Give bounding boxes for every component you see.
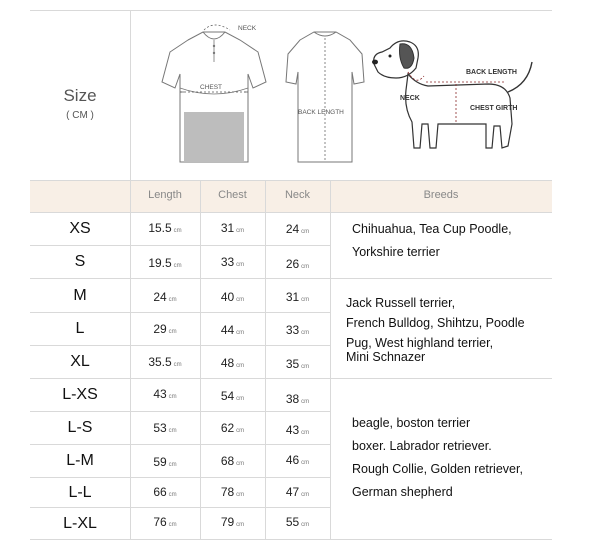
length-cell: 59 cm (153, 455, 177, 469)
chest-cell: 44 cm (220, 323, 245, 337)
chest-cell: 78 cm (220, 485, 245, 499)
grid-line (30, 507, 330, 508)
grid-line (30, 245, 330, 246)
breed-line: Jack Russell terrier, (346, 296, 456, 310)
grid-line (30, 378, 552, 379)
shirt-panel-shade (184, 112, 244, 162)
chest-cell: 40 cm (220, 290, 245, 304)
dog-eye (389, 55, 392, 58)
back-length-label: BACK LENGTH (298, 109, 344, 116)
grid-line (30, 212, 552, 213)
breed-line: Rough Collie, Golden retriever, (352, 462, 523, 476)
column-header-breeds: Breeds (423, 189, 459, 201)
breed-line: Chihuahua, Tea Cup Poodle, (352, 222, 512, 236)
shirt-front-diagram (158, 22, 270, 172)
chest-cell: 79 cm (220, 515, 245, 529)
neck-cell: 31 cm (285, 290, 310, 304)
grid-line (30, 278, 552, 279)
neck-cell: 33 cm (285, 323, 310, 337)
chest-cell: 68 cm (220, 454, 245, 468)
size-cell: L-XL (63, 515, 97, 532)
size-cell: XS (69, 220, 91, 237)
length-cell: 24 cm (153, 290, 177, 304)
neck-cell: 47 cm (285, 485, 310, 499)
shirt-back-diagram (284, 22, 366, 172)
column-header-neck: Neck (284, 189, 311, 201)
breed-line: Pug, West highland terrier, (346, 336, 494, 350)
length-cell: 43 cm (153, 387, 177, 401)
dog-chest-girth-label: CHEST GIRTH (470, 105, 518, 112)
front-chest-label: CHEST (200, 84, 223, 91)
neck-cell: 55 cm (285, 515, 310, 529)
dog-neck-label: NECK (400, 95, 420, 102)
size-cell: L-XS (62, 386, 98, 403)
size-chart (30, 10, 552, 540)
size-cell: L-S (67, 419, 93, 436)
chest-cell: 33 cm (220, 255, 245, 269)
column-header-chest: Chest (218, 189, 247, 201)
length-cell: 76 cm (153, 515, 177, 529)
size-cell: XL (70, 353, 90, 370)
grid-line (30, 180, 552, 181)
length-cell: 19.5 cm (148, 256, 182, 270)
breed-line: French Bulldog, Shihtzu, Poodle (346, 316, 525, 330)
chest-cell: 62 cm (220, 421, 245, 435)
breed-line: Yorkshire terrier (352, 245, 440, 259)
length-cell: 29 cm (153, 322, 177, 336)
grid-line (30, 444, 330, 445)
dog-back-length-label: BACK LENGTH (466, 69, 517, 76)
grid-line (30, 539, 552, 540)
neck-cell: 43 cm (285, 423, 310, 437)
length-cell: 35.5 cm (148, 355, 182, 369)
grid-line (330, 180, 331, 540)
size-cell: L-M (66, 452, 94, 469)
breed-line: boxer. Labrador retriever. (352, 439, 492, 453)
neck-cell: 46 cm (285, 453, 310, 467)
breed-line: Mini Schnazer (346, 350, 426, 364)
length-cell: 66 cm (153, 485, 177, 499)
size-cell: M (73, 287, 87, 304)
size-cell: L-L (68, 484, 92, 501)
grid-line (30, 312, 330, 313)
grid-line (30, 345, 330, 346)
length-cell: 15.5 cm (148, 221, 182, 235)
size-cell: L (75, 320, 85, 337)
neck-cell: 26 cm (285, 257, 310, 271)
column-header-length: Length (148, 189, 182, 201)
grid-line (30, 411, 330, 412)
dog-diagram (368, 28, 550, 168)
grid-line (30, 477, 330, 478)
chest-cell: 54 cm (220, 389, 245, 403)
neck-cell: 35 cm (285, 357, 310, 371)
size-unit: ( CM ) (66, 110, 94, 121)
length-cell: 53 cm (153, 421, 177, 435)
neck-cell: 24 cm (285, 222, 310, 236)
neck-cell: 38 cm (285, 392, 310, 406)
size-title: Size (63, 86, 97, 105)
front-neck-label: NECK (238, 25, 257, 32)
chest-cell: 48 cm (220, 356, 245, 370)
grid-line (30, 10, 552, 11)
dog-nose (372, 60, 378, 65)
size-cell: S (74, 253, 86, 270)
breed-line: beagle, boston terrier (352, 416, 471, 430)
chest-cell: 31 cm (220, 221, 245, 235)
breed-line: German shepherd (352, 485, 453, 499)
